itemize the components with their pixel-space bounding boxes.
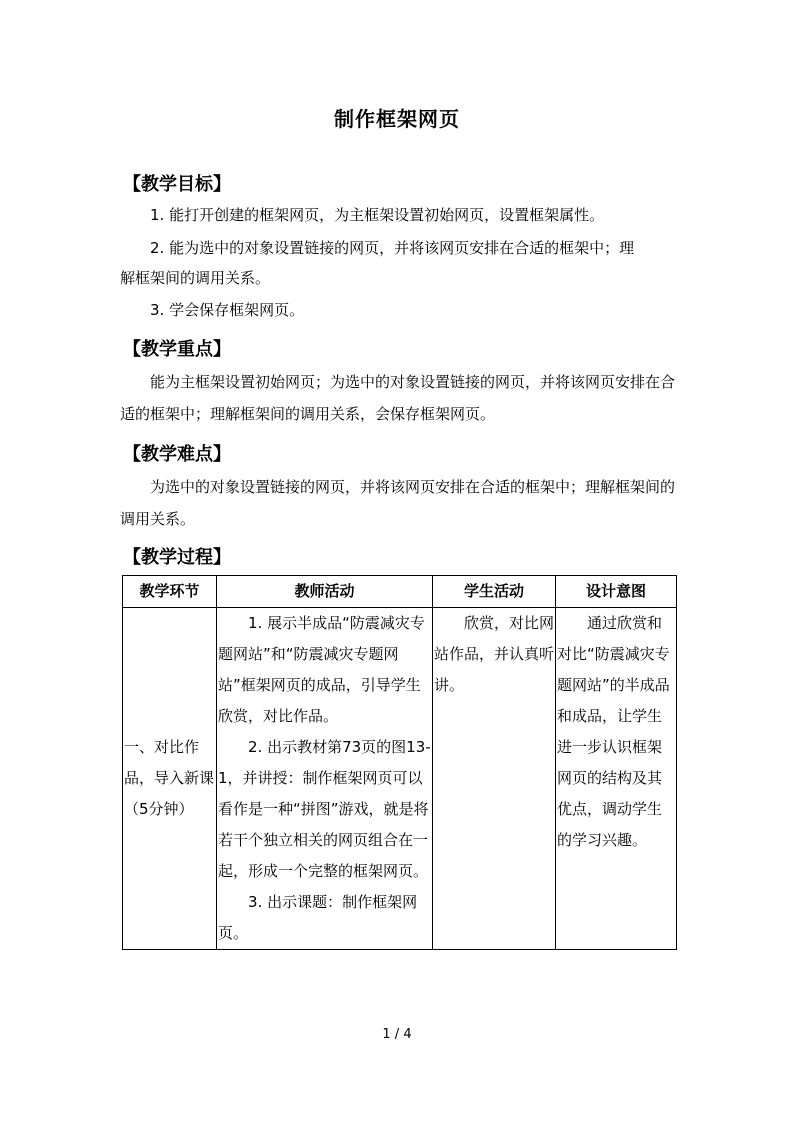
- difficulties-text: 为选中的对象设置链接的网页，并将该网页安排在合适的框架中；理解框架间的调用关系。: [120, 478, 676, 528]
- stage-cell: 一、对比作品，导入新课（5分钟）: [123, 608, 217, 950]
- page-title: 制作框架网页: [334, 107, 460, 131]
- process-table: [122, 575, 677, 950]
- student-activity-cell: [433, 608, 556, 950]
- teacher-step: 3. 出示课题：制作框架网页。: [218, 893, 418, 942]
- difficulties-heading: 【教学难点】: [123, 444, 231, 465]
- teacher-step: 2. 出示教材第73页的图13-1，并讲授：制作框架网页可以看作是一种“拼图”游戏，就是将若干个独立相关的网页组合在一起，形成一个完整的框架网页。: [218, 738, 431, 880]
- student-activity-text: 欣赏，对比网站作品，并认真听讲。: [434, 614, 555, 694]
- teacher-activity-cell: [217, 608, 433, 950]
- column-header: 教学环节: [123, 576, 217, 608]
- objective-item: 2. 能为选中的对象设置链接的网页，并将该网页安排在合适的框架中；理: [150, 239, 635, 257]
- page-number: 1 / 4: [382, 1027, 412, 1042]
- column-header: 设计意图: [556, 576, 677, 608]
- column-header: 学生活动: [433, 576, 556, 608]
- key-points-heading: 【教学重点】: [123, 339, 231, 360]
- objective-item: 1. 能打开创建的框架网页，为主框架设置初始网页，设置框架属性。: [150, 206, 605, 224]
- table-row: [123, 608, 677, 950]
- column-header: 教师活动: [217, 576, 433, 608]
- teacher-step: 1. 展示半成品“防震减灾专题网站”和“防震减灾专题网站”框架网页的成品，引导学生欣赏，对比作品。: [218, 614, 425, 725]
- design-intent-text: 通过欣赏和对比“防震减灾专题网站”的半成品和成品，让学生进一步认识框架网页的结构及其优点，调动学生的学习兴趣。: [557, 614, 670, 849]
- objective-item: 解框架间的调用关系。: [120, 269, 271, 287]
- design-intent-cell: [556, 608, 677, 950]
- key-points-text: 能为主框架设置初始网页；为选中的对象设置链接的网页，并将该网页安排在合适的框架中；理解框架间的调用关系，会保存框架网页。: [120, 373, 676, 423]
- process-heading: 【教学过程】: [123, 547, 231, 568]
- objectives-heading: 【教学目标】: [123, 174, 231, 195]
- table-header-row: [123, 576, 677, 608]
- objective-item: 3. 学会保存框架网页。: [150, 301, 305, 319]
